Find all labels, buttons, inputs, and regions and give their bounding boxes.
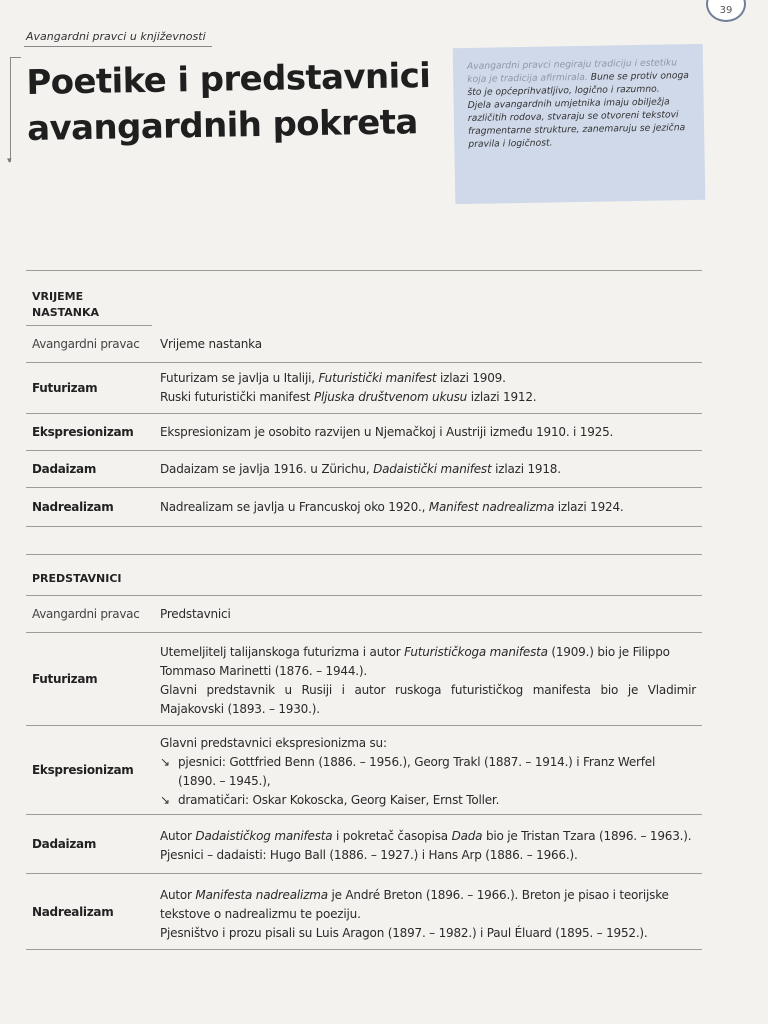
arrow-down-icon: ▾	[7, 156, 12, 166]
row-text: Ekspresionizam je osobito razvijen u Njemačkoj i Austriji između 1910. i 1925.	[160, 424, 614, 439]
note-paragraph-1	[467, 56, 694, 99]
table-row-futurizam	[26, 633, 702, 726]
title-bracket	[10, 57, 21, 162]
row-name: Ekspresionizam	[32, 763, 134, 777]
row-text: Autor Dadaističkog manifesta i pokretač časopisa Dada bio je Tristan Tzara (1896. – 1963.). Pjesnici – dadaisti: Hugo Ball (1886. – 1927.) i Hans Arp (1886. – 1966.).	[160, 829, 692, 862]
table-row	[26, 451, 702, 488]
page-title	[26, 53, 431, 152]
row-name: Futurizam	[32, 672, 98, 686]
arrow-bullet-icon: ↘	[160, 793, 170, 807]
table-row-dadaizam	[26, 815, 702, 874]
table-row	[26, 414, 702, 451]
note-text: Bune se protiv onoga što je općeprihvatljivo, logično i razumno.	[467, 70, 689, 98]
row-name: Dadaizam	[32, 837, 97, 851]
section-label: Avangardni pravci u književnosti	[26, 30, 206, 43]
column-header-predstavnici: Predstavnici	[160, 606, 231, 621]
row-text: Glavni predstavnici ekspresionizma su: ↘ pjesnici: Gottfried Benn (1886. – 1956.), Georg Trakl (1887. – 1914.) i Franz Werfel (1890. – 1945.), ↘ dramatičari: Oskar Kokoscka, Georg Kaiser, Ernst Toller.	[160, 726, 702, 814]
note-faded-text: Avangardni pravci negiraju tradiciju i estetiku koja je tradicija afirmirala.	[466, 57, 678, 85]
column-header-pravac: Avangardni pravac	[32, 607, 140, 621]
table-heading: VRIJEME NASTANKA	[26, 271, 152, 326]
section-rule	[24, 46, 212, 47]
table-row-ekspresionizam	[26, 726, 702, 815]
table-header-row	[26, 326, 702, 363]
row-name: Ekspresionizam	[32, 425, 134, 439]
table-heading: PREDSTAVNICI	[32, 572, 122, 585]
row-name: Dadaizam	[32, 462, 97, 476]
page-number: 39	[706, 0, 746, 22]
table-header-row	[26, 596, 702, 633]
table-predstavnici	[26, 554, 702, 950]
row-text: Nadrealizam se javlja u Francuskoj oko 1920., Manifest nadrealizma izlazi 1924.	[160, 499, 624, 514]
table-row	[26, 363, 702, 414]
table-vrijeme-nastanka	[26, 270, 702, 527]
page-title-line2: avangardnih pokreta	[26, 102, 418, 149]
row-name: Nadrealizam	[32, 904, 114, 919]
column-header-vrijeme: Vrijeme nastanka	[160, 336, 262, 351]
table-row	[26, 488, 702, 527]
row-text: Dadaizam se javlja 1916. u Zürichu, Dadaistički manifest izlazi 1918.	[160, 461, 561, 476]
arrow-bullet-icon: ↘	[160, 755, 170, 769]
row-text: Utemeljitelj talijanskoga futurizma i autor Futurističkoga manifesta (1909.) bio je Filippo Tommaso Marinetti (1876. – 1944.). Glavni predstavnik u Rusiji i autor ruskoga futurističkog manifesta bio je Vladimir Majakovski (1893. – 1930.).	[160, 645, 696, 716]
page-title-line1: Poetike i predstavnici	[26, 55, 431, 103]
row-text: Autor Manifesta nadrealizma je André Breton (1896. – 1966.). Breton je pisao i teorijske tekstove o nadrealizmu te poeziju. Pjesništvo i prozu pisali su Luis Aragon (1897. – 1982.) i Paul Éluard (1895. – 1952.).	[160, 888, 669, 940]
column-header-pravac: Avangardni pravac	[32, 337, 140, 351]
note-box	[453, 44, 706, 204]
row-name: Futurizam	[32, 381, 98, 395]
row-name: Nadrealizam	[32, 500, 114, 514]
table-row-nadrealizam	[26, 874, 702, 950]
row-text: Futurizam se javlja u Italiji, Futuristički manifest izlazi 1909. Ruski futuristički manifest Pljuska društvenom ukusu izlazi 1912.	[160, 371, 537, 404]
note-paragraph-2: Djela avangardnih umjetnika imaju obilježja različitih rodova, stvaraju se otvoreni tekstovi fragmentarne strukture, zanemaruju se jezična pravila i logičnost.	[467, 96, 686, 150]
